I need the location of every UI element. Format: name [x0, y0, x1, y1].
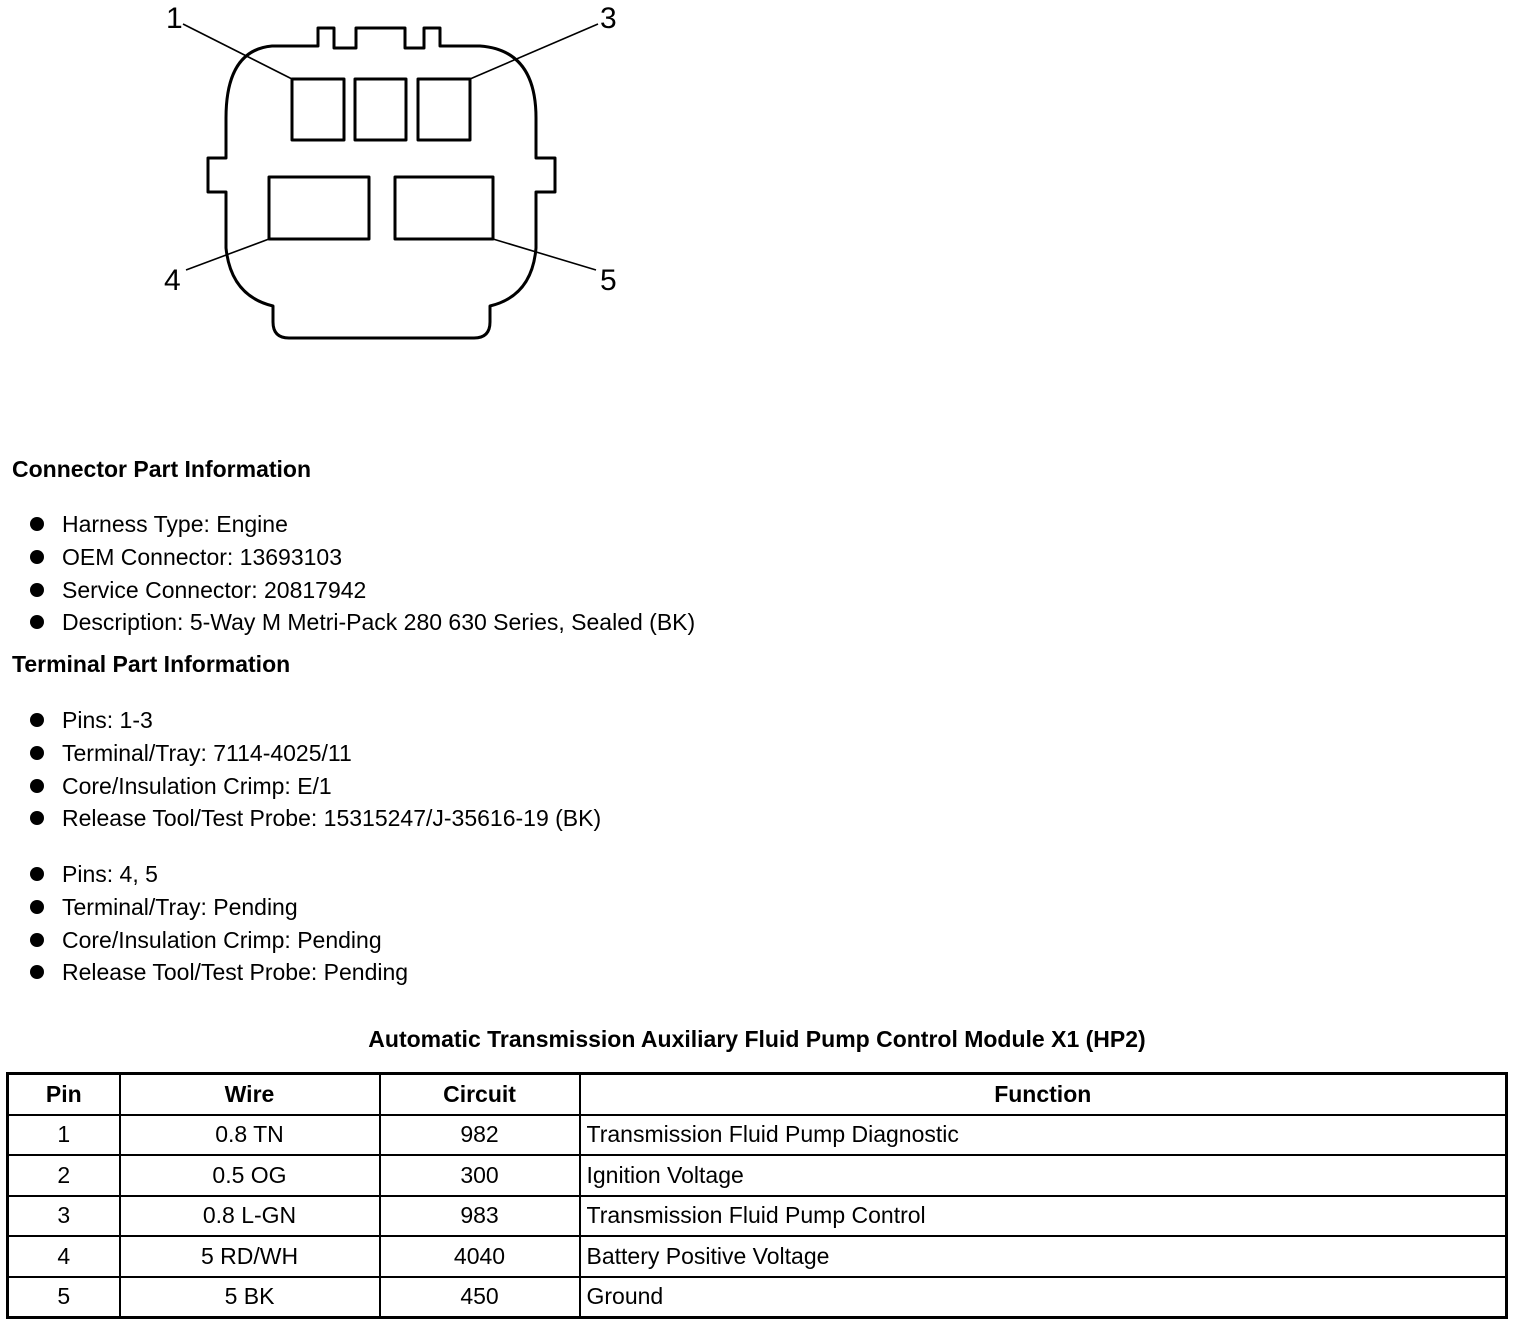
- table-row: [8, 1155, 1507, 1196]
- pin-label-5: 5: [600, 264, 617, 297]
- pinout-table: [6, 1072, 1508, 1319]
- list-item: Terminal/Tray: Pending: [30, 891, 408, 924]
- circuit-cell: 4040: [380, 1236, 580, 1277]
- wire-cell: 0.8 TN: [120, 1115, 380, 1156]
- circuit-cell: 450: [380, 1277, 580, 1318]
- list-item: Release Tool/Test Probe: 15315247/J-35616-19 (BK): [30, 802, 601, 835]
- pin-cell: 4: [8, 1236, 120, 1277]
- function-cell: Transmission Fluid Pump Control: [580, 1196, 1507, 1237]
- connector-diagram: [0, 0, 700, 360]
- column-header-function: Function: [580, 1074, 1507, 1115]
- wire-cell: 5 RD/WH: [120, 1236, 380, 1277]
- circuit-cell: 983: [380, 1196, 580, 1237]
- column-header-pin: Pin: [8, 1074, 120, 1115]
- wire-cell: 5 BK: [120, 1277, 380, 1318]
- table-row: [8, 1115, 1507, 1156]
- list-item: Core/Insulation Crimp: E/1: [30, 770, 601, 803]
- wire-cell: 0.8 L-GN: [120, 1196, 380, 1237]
- list-item: Harness Type: Engine: [30, 508, 695, 541]
- list-item: OEM Connector: 13693103: [30, 541, 695, 574]
- wire-cell: 0.5 OG: [120, 1155, 380, 1196]
- circuit-cell: 300: [380, 1155, 580, 1196]
- function-cell: Ignition Voltage: [580, 1155, 1507, 1196]
- list-item: Core/Insulation Crimp: Pending: [30, 924, 408, 957]
- cavity-1: [292, 79, 344, 140]
- list-item: Terminal/Tray: 7114-4025/11: [30, 737, 601, 770]
- table-row: [8, 1236, 1507, 1277]
- terminal-part-list-pins-4-5: [30, 858, 408, 989]
- list-item: Service Connector: 20817942: [30, 574, 695, 607]
- terminal-part-list-pins-1-3: [30, 704, 601, 835]
- cavity-2: [355, 79, 406, 140]
- table-row: [8, 1277, 1507, 1318]
- pin-label-3: 3: [600, 2, 617, 35]
- pin-cell: 3: [8, 1196, 120, 1237]
- function-cell: Battery Positive Voltage: [580, 1236, 1507, 1277]
- pin-label-1: 1: [166, 2, 183, 35]
- pin-cell: 1: [8, 1115, 120, 1156]
- column-header-circuit: Circuit: [380, 1074, 580, 1115]
- connector-housing-outline: [208, 28, 555, 338]
- terminal-part-heading: Terminal Part Information: [12, 651, 291, 677]
- pin-cell: 2: [8, 1155, 120, 1196]
- table-row: [8, 1196, 1507, 1237]
- connector-part-list: [30, 508, 695, 639]
- leader-line-5: [493, 239, 596, 270]
- column-header-wire: Wire: [120, 1074, 380, 1115]
- cavity-4: [269, 177, 369, 239]
- leader-line-3: [470, 24, 598, 79]
- table-title: Automatic Transmission Auxiliary Fluid Pump Control Module X1 (HP2): [368, 1026, 1146, 1052]
- table-header-row: [8, 1074, 1507, 1115]
- pin-cell: 5: [8, 1277, 120, 1318]
- circuit-cell: 982: [380, 1115, 580, 1156]
- leader-line-1: [183, 24, 292, 79]
- cavity-5: [395, 177, 493, 239]
- cavity-3: [418, 79, 470, 140]
- connector-part-heading: Connector Part Information: [12, 456, 312, 482]
- pin-label-4: 4: [164, 264, 181, 297]
- function-cell: Transmission Fluid Pump Diagnostic: [580, 1115, 1507, 1156]
- function-cell: Ground: [580, 1277, 1507, 1318]
- list-item: Description: 5-Way M Metri-Pack 280 630 Series, Sealed (BK): [30, 606, 695, 639]
- list-item: Pins: 4, 5: [30, 858, 408, 891]
- list-item: Pins: 1-3: [30, 704, 601, 737]
- list-item: Release Tool/Test Probe: Pending: [30, 956, 408, 989]
